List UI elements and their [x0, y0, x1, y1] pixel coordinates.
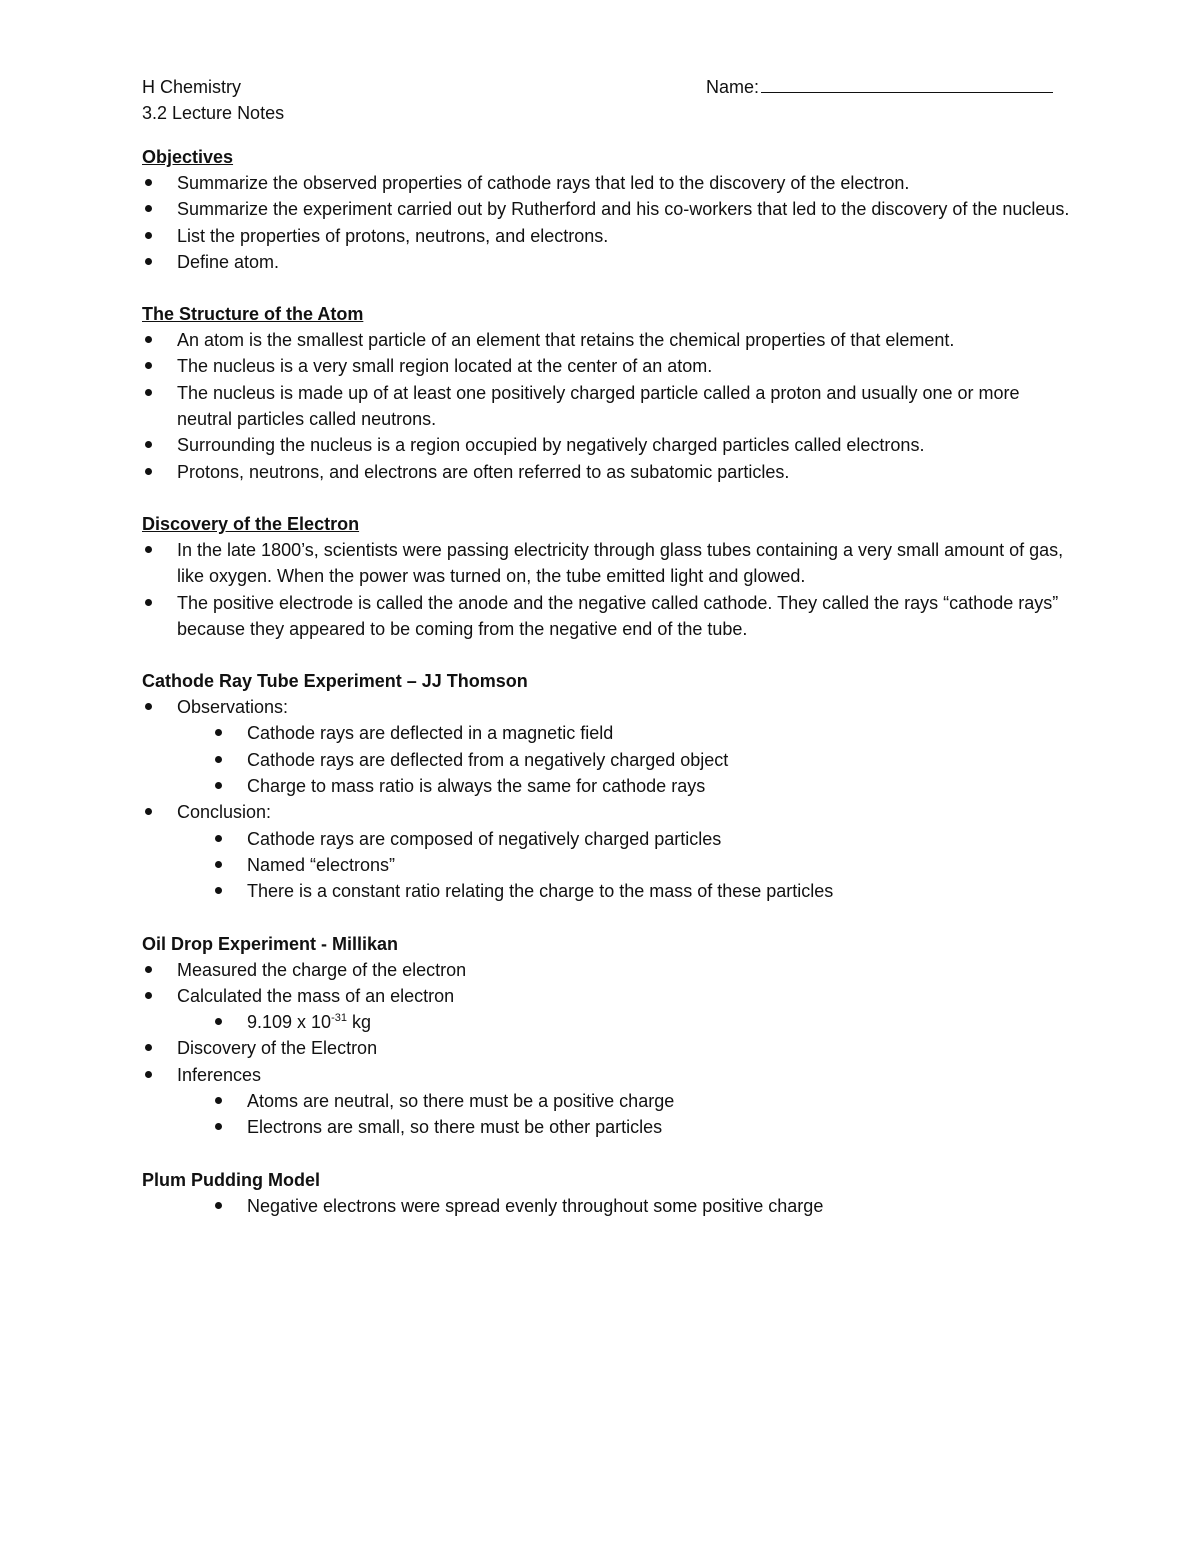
- bullet-icon: [215, 835, 222, 842]
- discovery-list: [142, 537, 1072, 642]
- bullet-icon: [145, 1044, 152, 1051]
- bullet-icon: [145, 703, 152, 710]
- bullet-icon: [215, 1202, 222, 1209]
- mass-base: 9.109 x 10: [247, 1012, 332, 1033]
- list-item: Cathode rays are deflected in a magnetic field: [142, 720, 1072, 746]
- list-item: Atoms are neutral, so there must be a positive charge: [142, 1088, 1072, 1114]
- structure-list: [142, 327, 1072, 485]
- mass-unit: kg: [346, 1012, 371, 1033]
- list-item: Discovery of the Electron: [142, 1035, 1072, 1061]
- list-item: Calculated the mass of an electron: [142, 983, 1072, 1009]
- list-item: Inferences: [142, 1062, 1072, 1088]
- bullet-icon: [145, 232, 152, 239]
- bullet-icon: [145, 468, 152, 475]
- bullet-icon: [215, 1123, 222, 1130]
- list-item: Electrons are small, so there must be other particles: [142, 1114, 1072, 1140]
- cathode-section: [142, 668, 1072, 904]
- header-left: [142, 74, 284, 126]
- list-item: Surrounding the nucleus is a region occupied by negatively charged particles called electrons.: [142, 432, 1072, 458]
- list-item: Negative electrons were spread evenly throughout some positive charge: [142, 1193, 1072, 1219]
- course-title: H Chemistry: [142, 77, 242, 97]
- list-item: Define atom.: [142, 249, 1072, 275]
- bullet-icon: [145, 258, 152, 265]
- bullet-icon: [145, 362, 152, 369]
- section-heading: Discovery of the Electron: [142, 513, 360, 534]
- list-item: Measured the charge of the electron: [142, 957, 1072, 983]
- bullet-icon: [215, 1018, 222, 1025]
- mass-exponent: -31: [331, 1012, 347, 1025]
- bullet-icon: [145, 205, 152, 212]
- section-heading: Oil Drop Experiment - Millikan: [142, 933, 399, 954]
- section-heading: Plum Pudding Model: [142, 1169, 320, 1190]
- electron-mass-item: [142, 1009, 1072, 1035]
- bullet-icon: [145, 1071, 152, 1078]
- bullet-icon: [145, 992, 152, 999]
- bullet-icon: [145, 599, 152, 606]
- list-item: The nucleus is a very small region located at the center of an atom.: [142, 353, 1072, 379]
- section-heading: Objectives: [142, 147, 234, 167]
- plum-pudding-section: [142, 1167, 1072, 1219]
- notes-content: [142, 144, 1072, 1245]
- name-field: [706, 74, 1053, 100]
- bullet-icon: [215, 887, 222, 894]
- cathode-list: [142, 694, 1072, 904]
- section-heading: Cathode Ray Tube Experiment – JJ Thomson: [142, 671, 528, 692]
- bullet-icon: [145, 179, 152, 186]
- list-item: In the late 1800’s, scientists were passing electricity through glass tubes containing a very small amount of gas, like oxygen. When the power was turned on, the tube emitted light and glowed.: [142, 537, 1072, 590]
- list-item: Summarize the experiment carried out by Rutherford and his co-workers that led to the discovery of the nucleus.: [142, 196, 1072, 222]
- objectives-section: [142, 144, 1072, 275]
- discovery-section: [142, 511, 1072, 642]
- list-item: Charge to mass ratio is always the same for cathode rays: [142, 773, 1072, 799]
- bullet-icon: [145, 389, 152, 396]
- list-item: Conclusion:: [142, 799, 1072, 825]
- bullet-icon: [215, 756, 222, 763]
- oil-drop-section: [142, 931, 1072, 1141]
- name-label: Name:: [706, 77, 760, 97]
- structure-section: [142, 301, 1072, 485]
- list-item: Protons, neutrons, and electrons are often referred to as subatomic particles.: [142, 459, 1072, 485]
- plum-pudding-list: [142, 1193, 1072, 1219]
- bullet-icon: [215, 729, 222, 736]
- list-item: Named “electrons”: [142, 852, 1072, 878]
- bullet-icon: [215, 782, 222, 789]
- list-item: Cathode rays are deflected from a negatively charged object: [142, 747, 1072, 773]
- bullet-icon: [145, 336, 152, 343]
- list-item: List the properties of protons, neutrons, and electrons.: [142, 223, 1072, 249]
- bullet-icon: [145, 441, 152, 448]
- name-blank-line[interactable]: [761, 74, 1053, 93]
- lecture-subtitle: 3.2 Lecture Notes: [142, 103, 285, 123]
- oil-drop-list: [142, 957, 1072, 1141]
- bullet-icon: [145, 966, 152, 973]
- list-item: The positive electrode is called the anode and the negative called cathode. They called the rays “cathode rays” because they appeared to be coming from the negative end of the tube.: [142, 590, 1072, 643]
- list-item: Cathode rays are composed of negatively charged particles: [142, 826, 1072, 852]
- list-item: Observations:: [142, 694, 1072, 720]
- list-item: An atom is the smallest particle of an element that retains the chemical properties of that element.: [142, 327, 1072, 353]
- section-heading: The Structure of the Atom: [142, 304, 364, 325]
- objectives-list: [142, 170, 1072, 275]
- bullet-icon: [215, 861, 222, 868]
- list-item: Summarize the observed properties of cathode rays that led to the discovery of the electron.: [142, 170, 1072, 196]
- list-item: The nucleus is made up of at least one positively charged particle called a proton and usually one or more neutral particles called neutrons.: [142, 380, 1072, 433]
- bullet-icon: [145, 808, 152, 815]
- list-item: There is a constant ratio relating the charge to the mass of these particles: [142, 878, 1072, 904]
- bullet-icon: [145, 546, 152, 553]
- bullet-icon: [215, 1097, 222, 1104]
